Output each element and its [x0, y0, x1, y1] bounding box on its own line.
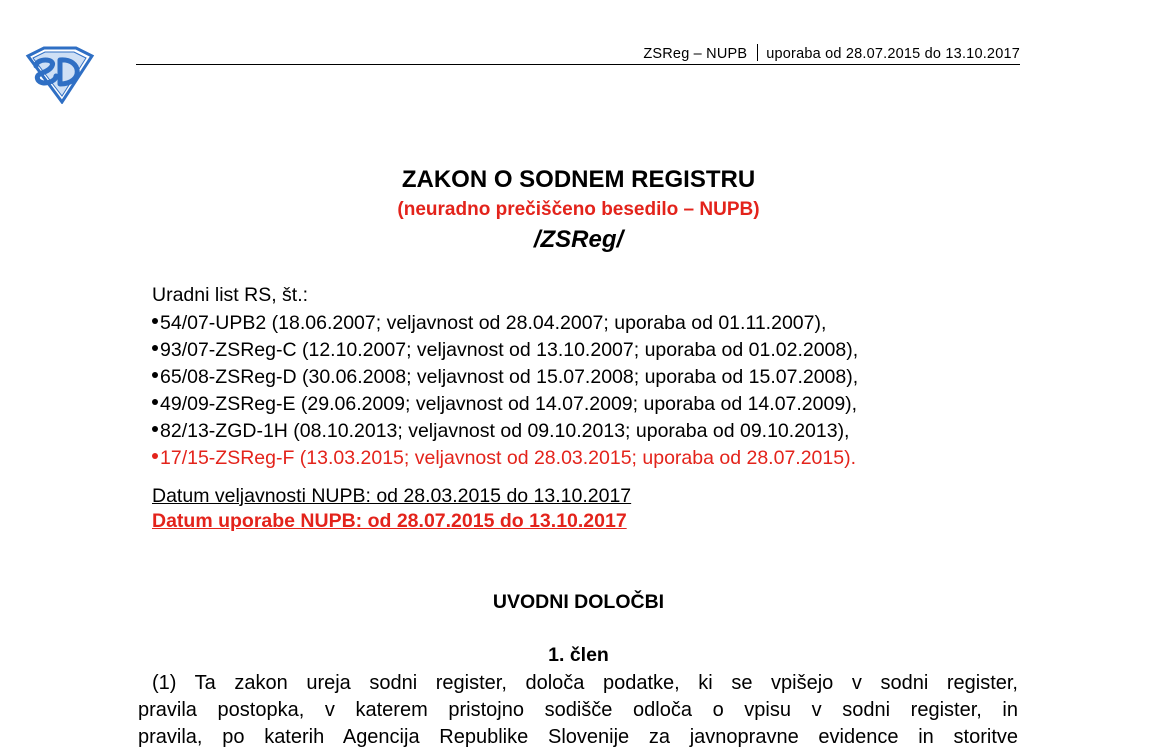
gazette-item: 93/07-ZSReg-C (12.10.2007; veljavnost od 13.10.2007; uporaba od 01.02.2008), — [152, 338, 1052, 365]
paragraph-line: pravila postopka, v katerem pristojno sodišče odloča o vpisu v sodni register, in — [138, 699, 1018, 721]
section-heading: UVODNI DOLOČBI — [492, 591, 665, 613]
bullet-icon — [152, 345, 158, 351]
page-header — [136, 44, 1020, 62]
article-paragraph — [138, 670, 1018, 751]
gazette-item: 54/07-UPB2 (18.06.2007; veljavnost od 28.04.2007; uporaba od 01.11.2007), — [152, 311, 1052, 338]
paragraph-line: (1) Ta zakon ureja sodni register, določa podatke, ki se vpišejo v sodni register, — [152, 672, 1018, 694]
usage-date: Datum uporabe NUPB: od 28.07.2015 do 13.10.2017 — [152, 510, 627, 532]
gazette-label: Uradni list RS, št.: — [152, 284, 309, 306]
bullet-icon — [152, 426, 158, 432]
header-separator — [757, 44, 758, 61]
gazette-item: 65/08-ZSReg-D (30.06.2008; veljavnost od 15.07.2008; uporaba od 15.07.2008), — [152, 365, 1052, 392]
sd-shield-logo-icon — [22, 46, 96, 104]
header-usage-dates: uporaba od 28.07.2015 do 13.10.2017 — [766, 46, 1020, 62]
bullet-icon — [152, 318, 158, 324]
document-title: ZAKON O SODNEM REGISTRU — [401, 166, 756, 193]
gazette-item: 49/09-ZSReg-E (29.06.2009; veljavnost od 14.07.2009; uporaba od 14.07.2009), — [152, 392, 1052, 419]
bullet-icon — [152, 372, 158, 378]
paragraph-line: pravila, po katerih Agencija Republike Slovenije za javnopravne evidence in storitve — [138, 726, 1018, 748]
article-heading: 1. člen — [548, 644, 609, 666]
gazette-list — [152, 311, 1052, 473]
header-rule — [136, 64, 1020, 65]
document-abbreviation: /ZSReg/ — [533, 226, 624, 253]
bullet-icon — [152, 399, 158, 405]
header-doc-code: ZSReg – NUPB — [643, 46, 748, 62]
document-subtitle: (neuradno prečiščeno besedilo – NUPB) — [397, 199, 760, 220]
gazette-item-current: 17/15-ZSReg-F (13.03.2015; veljavnost od 28.03.2015; uporaba od 28.07.2015). — [152, 446, 1052, 473]
bullet-icon — [152, 453, 158, 459]
validity-date: Datum veljavnosti NUPB: od 28.03.2015 do 13.10.2017 — [152, 485, 632, 507]
gazette-item: 82/13-ZGD-1H (08.10.2013; veljavnost od 09.10.2013; uporaba od 09.10.2013), — [152, 419, 1052, 446]
